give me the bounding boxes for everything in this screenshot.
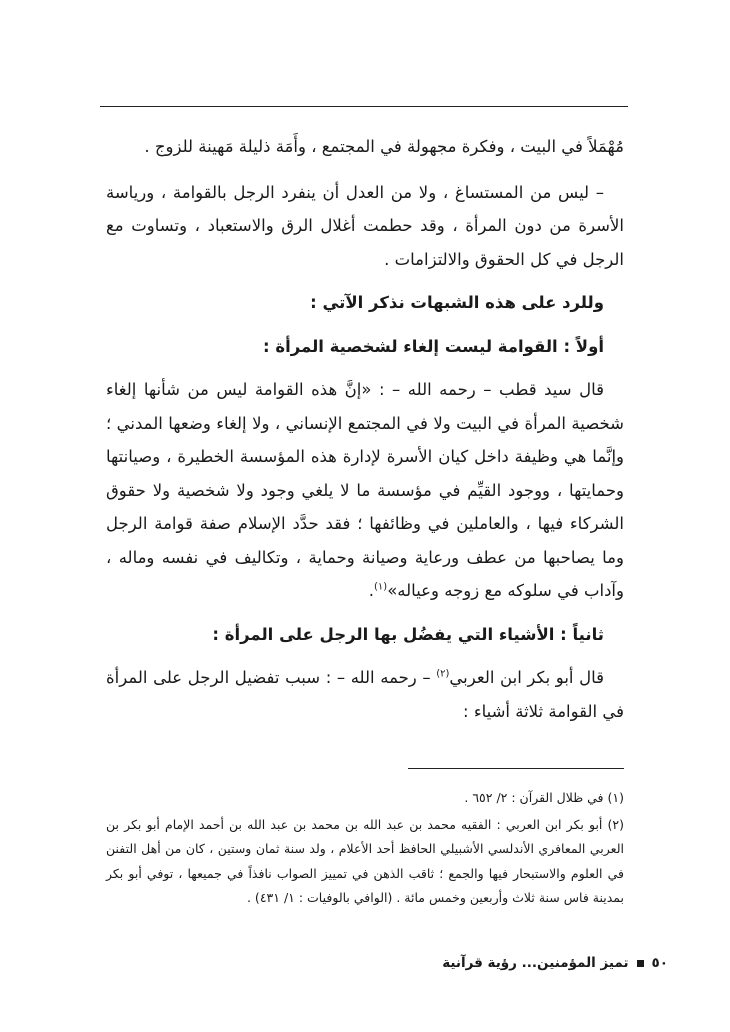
main-text xyxy=(106,130,624,738)
footnote-2: (٢) أبو بكر ابن العربي : الفقيه محمد بن عبد الله بن محمد بن عبد الله بن أحمد الإمام أبو بكر بن العربي المعافري الأندلسي الأشبيلي الحافظ أحد الأعلام ، ولد سنة ثمان وستين ، كان من أهل التفنن في العلوم والاستبحار فيها والجمع ؛ ثاقب الذهن في تمييز الصواب نافذاً في جميعها ، توفي أبو بكر بمدينة فاس سنة ثلاث وأربعين وخمس مائة . (الوافي بالوفيات : ١/ ٤٣١) . xyxy=(106,816,624,905)
ibn-arabi-name: قال أبو بكر ابن العربي xyxy=(449,668,604,687)
heading-first-point: أولاً : القوامة ليست إلغاء لشخصية المرأة : xyxy=(263,336,604,356)
page-number: ٥٠ xyxy=(651,955,668,971)
running-title: تميز المؤمنين... رؤية قرآنية xyxy=(442,955,629,971)
paragraph-ibn-arabi xyxy=(106,661,624,728)
paragraph-reply-intro: وللرد على هذه الشبهات نذكر الآتي : xyxy=(310,293,604,312)
square-bullet-icon xyxy=(637,960,644,967)
footnote-rule xyxy=(408,768,624,769)
footnotes xyxy=(106,786,624,913)
paragraph-sayyid-qutb-quote: قال سيد قطب – رحمه الله – : «إنَّ هذه القوامة ليس من شأنها إلغاء شخصية المرأة في البيت ولا في المجتمع الإنساني ، ولا إلغاء وضعها المدني ؛ وإنَّما هي وظيفة داخل كيان الأسرة لإدارة هذه المؤسسة الخطيرة ، وصيانتها وحمايتها ، ووجود القيِّم في مؤسسة ما لا يلغي وجود ولا شخصية ولا حقوق الشركاء فيها ، والعاملين في وظائفها ؛ فقد حدَّد الإسلام صفة قوامة الرجل وما يصاحبها من عطف ورعاية وصيانة وحماية ، وتكاليف في نفسه وماله ، وآداب في سلوكه مع زوجه وعياله»$^{(١)}$. xyxy=(106,380,624,600)
footnote-1: (١) في ظلال القرآن : ٢/ ٦٥٢ . xyxy=(464,790,624,805)
header-rule xyxy=(100,106,628,107)
page-footer xyxy=(442,955,668,971)
footnote-ref-2: (٢) xyxy=(436,668,450,680)
quote-text: قال سيد قطب – رحمه الله – : «إنَّ هذه القوامة ليس من شأنها إلغاء شخصية المرأة في البيت ولا في المجتمع الإنساني ، ولا إلغاء وضعها المدني ؛ وإنَّما هي وظيفة داخل كيان الأسرة لإدارة هذه المؤسسة الخطيرة ، وصيانتها وحمايتها ، ووجود القيِّم في مؤسسة ما لا يلغي وجود ولا شخصية ولا حقوق الشركاء فيها ، والعاملين في وظائفها ؛ فقد حدَّد الإسلام صفة قوامة الرجل وما يصاحبها من عطف ورعاية وصيانة وحماية ، وتكاليف في نفسه وماله ، وآداب في سلوكه مع زوجه وعياله» xyxy=(106,380,624,600)
paragraph-objection: – ليس من المستساغ ، ولا من العدل أن ينفرد الرجل بالقوامة ، ورياسة الأسرة من دون المرأة ، وقد حطمت أغلال الرق والاستعباد ، وتساوت مع الرجل في كل الحقوق والالتزامات . xyxy=(106,182,624,269)
footnote-ref-1: (١) xyxy=(374,581,388,593)
heading-second-point: ثانياً : الأشياء التي يفضُل بها الرجل على المرأة : xyxy=(212,624,604,644)
ibn-arabi-text: – رحمه الله – : سبب تفضيل الرجل على المرأة في القوامة ثلاثة أشياء : xyxy=(106,668,624,721)
paragraph-continuation: مُهْمَلاً في البيت ، وفكرة مجهولة في المجتمع ، وأَمَة ذليلة مَهينة للزوج . xyxy=(144,137,624,156)
